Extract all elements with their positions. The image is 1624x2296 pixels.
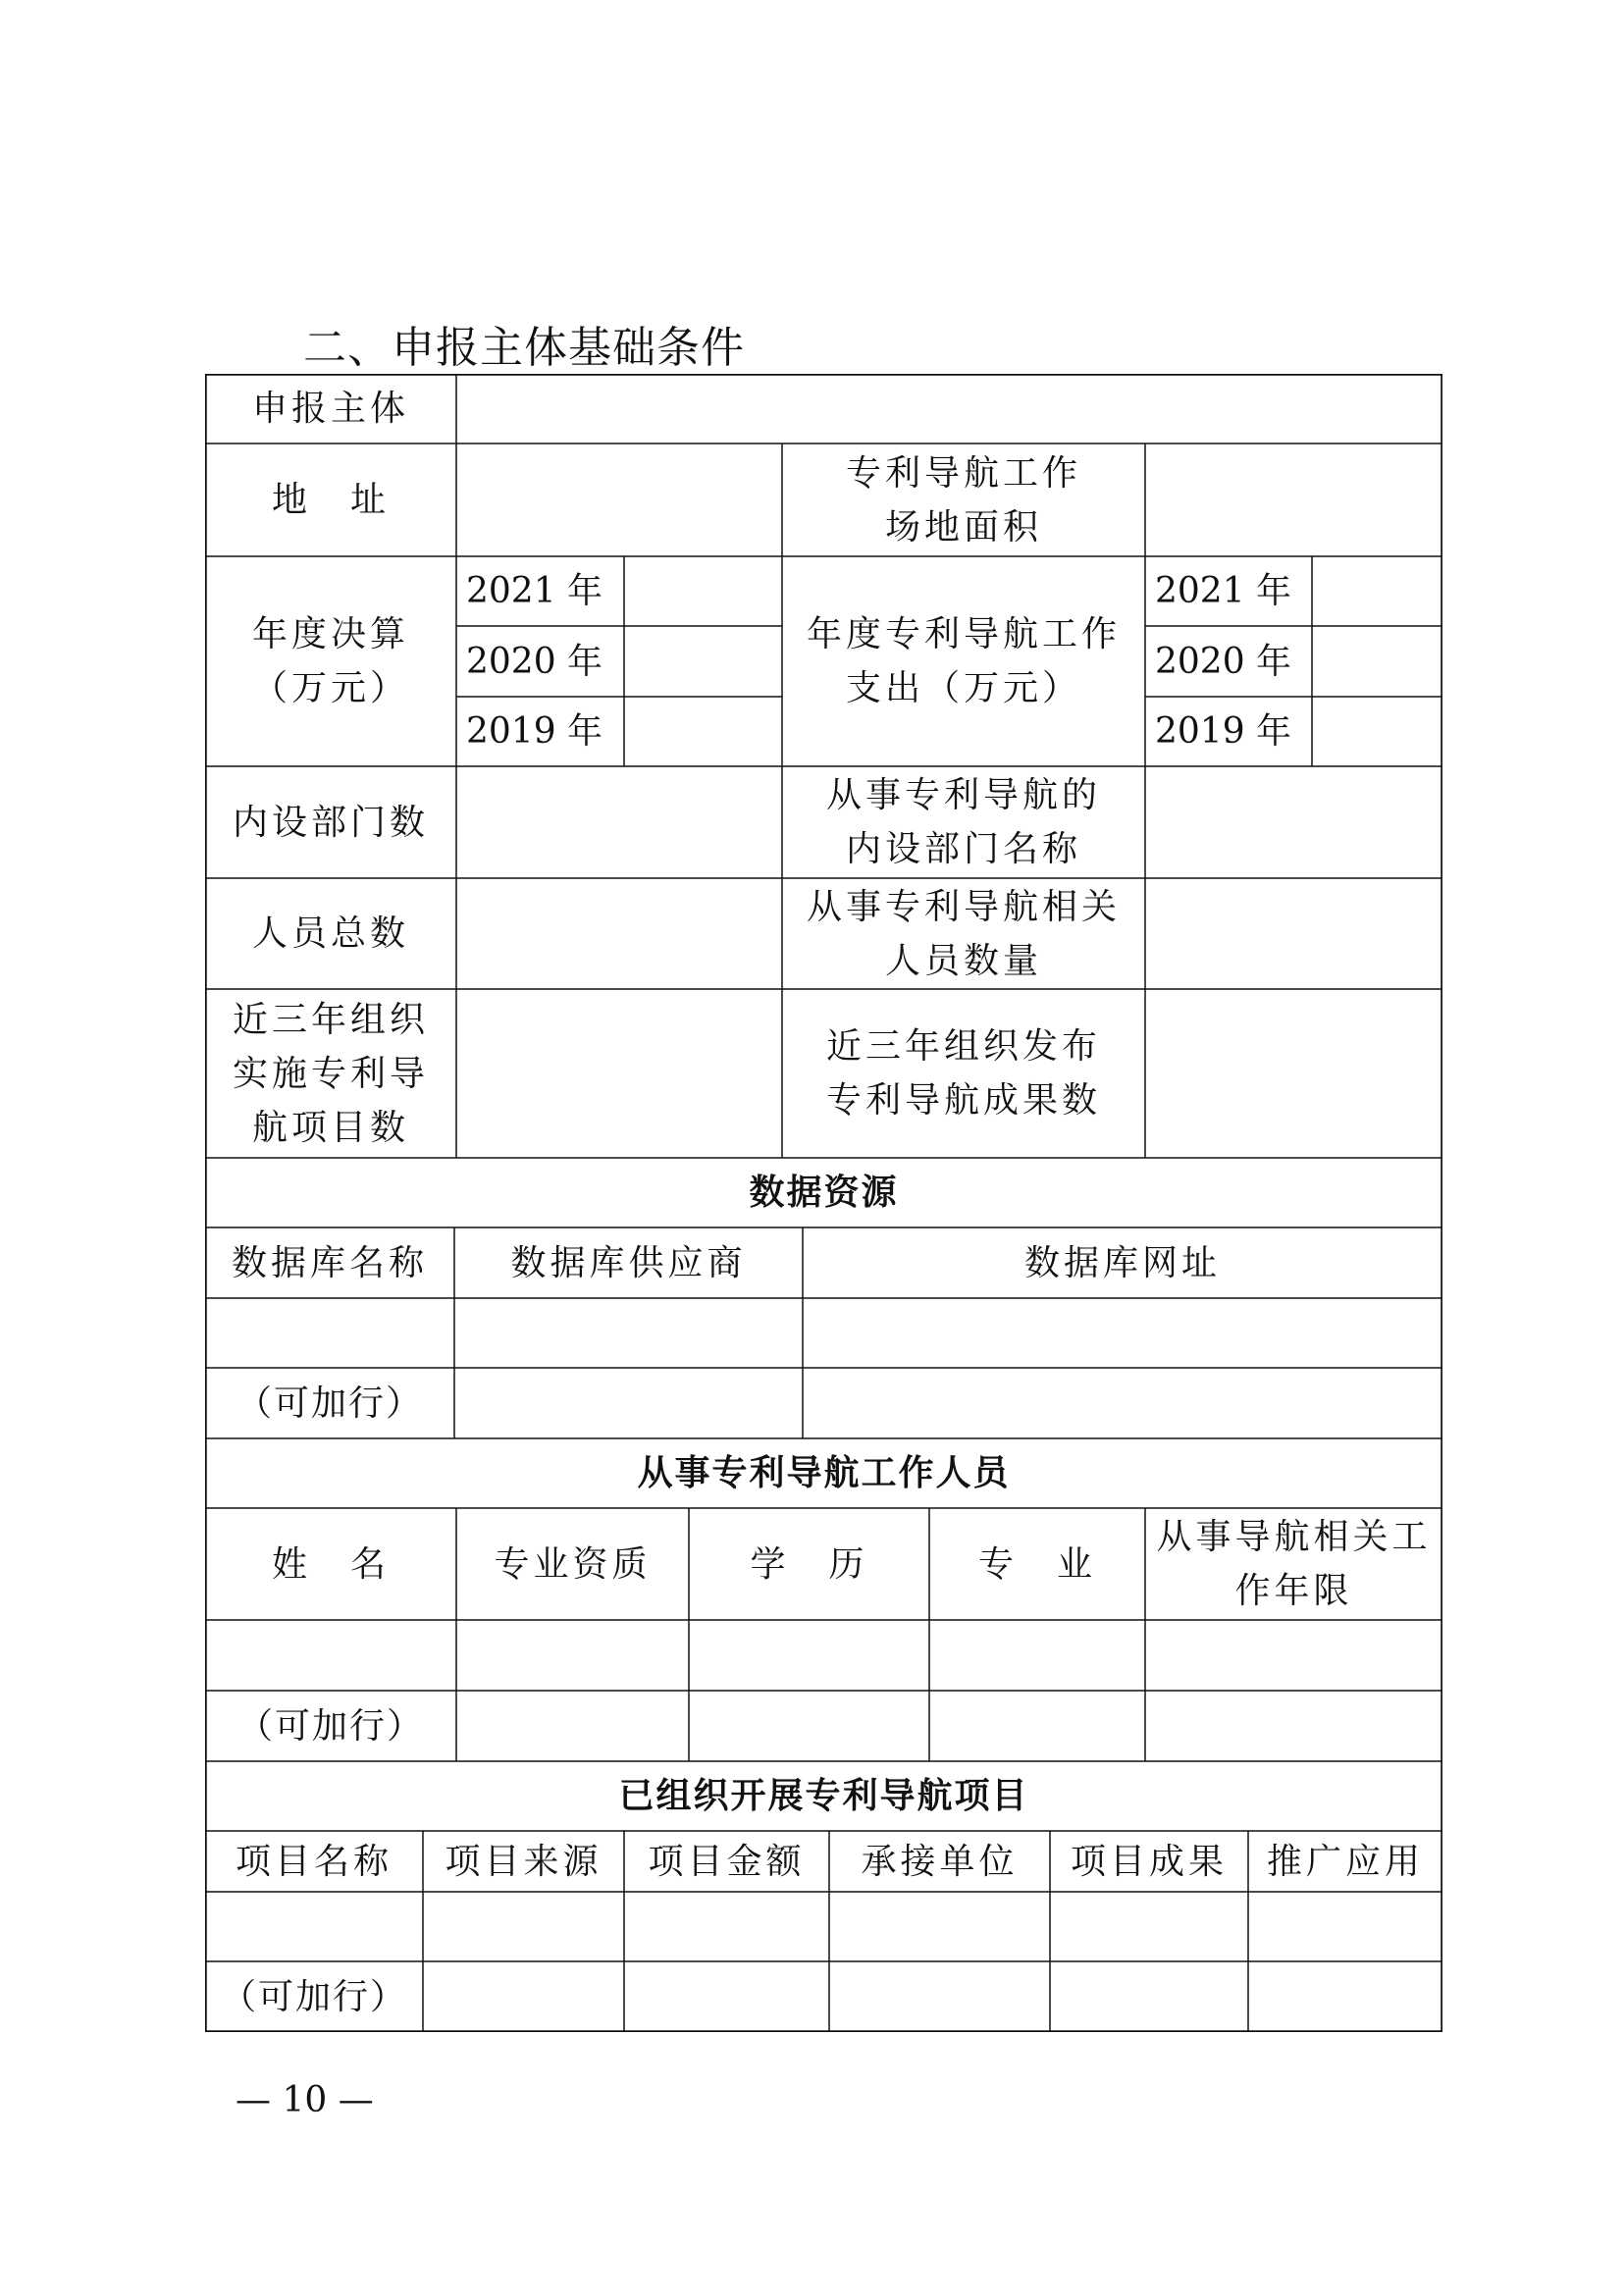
label-staff-total: 人员总数 xyxy=(251,913,409,954)
col-staff-major: 专 业 xyxy=(977,1543,1096,1585)
col-project-contractor: 承接单位 xyxy=(861,1841,1019,1882)
year-2019-expense: 2019 年 xyxy=(1155,711,1292,752)
label-projects-3y: 近三年组织 实施专利导 航项目数 xyxy=(232,999,429,1148)
label-dept-count: 内设部门数 xyxy=(232,802,429,843)
header-projects: 已组织开展专利导航项目 xyxy=(618,1775,1029,1816)
add-row-note-db: （可加行） xyxy=(236,1383,423,1424)
page-number: — 10 — xyxy=(236,2080,374,2120)
label-nav-dept-name: 从事专利导航的 内设部门名称 xyxy=(825,775,1101,869)
col-project-application: 推广应用 xyxy=(1266,1841,1424,1882)
add-row-note-staff: （可加行） xyxy=(236,1705,424,1747)
year-2020-expense: 2020 年 xyxy=(1155,641,1292,682)
col-project-name: 项目名称 xyxy=(235,1841,393,1882)
col-project-amount: 项目金额 xyxy=(648,1841,806,1882)
label-annual-budget: 年度决算 （万元） xyxy=(251,614,409,708)
year-2019-budget: 2019 年 xyxy=(466,711,603,752)
col-staff-qualification: 专业资质 xyxy=(494,1543,652,1585)
year-2021-budget: 2021 年 xyxy=(466,571,603,611)
col-db-name: 数据库名称 xyxy=(231,1242,428,1283)
label-nav-staff-count: 从事专利导航相关 人员数量 xyxy=(806,886,1121,981)
label-results-3y: 近三年组织发布 专利导航成果数 xyxy=(825,1026,1101,1121)
col-staff-years: 从事导航相关工 作年限 xyxy=(1156,1517,1432,1611)
header-staff: 从事专利导航工作人员 xyxy=(637,1452,1011,1493)
year-2021-expense: 2021 年 xyxy=(1155,571,1292,611)
col-project-source: 项目来源 xyxy=(445,1841,602,1882)
label-annual-nav-expense: 年度专利导航工作 支出（万元） xyxy=(806,614,1121,708)
year-2020-budget: 2020 年 xyxy=(466,641,603,682)
header-data-resources: 数据资源 xyxy=(749,1172,899,1213)
col-db-vendor: 数据库供应商 xyxy=(510,1242,747,1283)
label-site-area: 专利导航工作 场地面积 xyxy=(845,452,1081,548)
label-applicant: 申报主体 xyxy=(251,389,409,429)
add-row-note-projects: （可加行） xyxy=(220,1976,407,2017)
col-staff-name: 姓 名 xyxy=(271,1543,390,1585)
section-title: 二、申报主体基础条件 xyxy=(303,323,745,373)
col-db-url: 数据库网址 xyxy=(1023,1242,1221,1283)
label-address: 地 址 xyxy=(271,480,390,520)
col-staff-education: 学 历 xyxy=(750,1543,868,1585)
col-project-results: 项目成果 xyxy=(1070,1841,1228,1882)
